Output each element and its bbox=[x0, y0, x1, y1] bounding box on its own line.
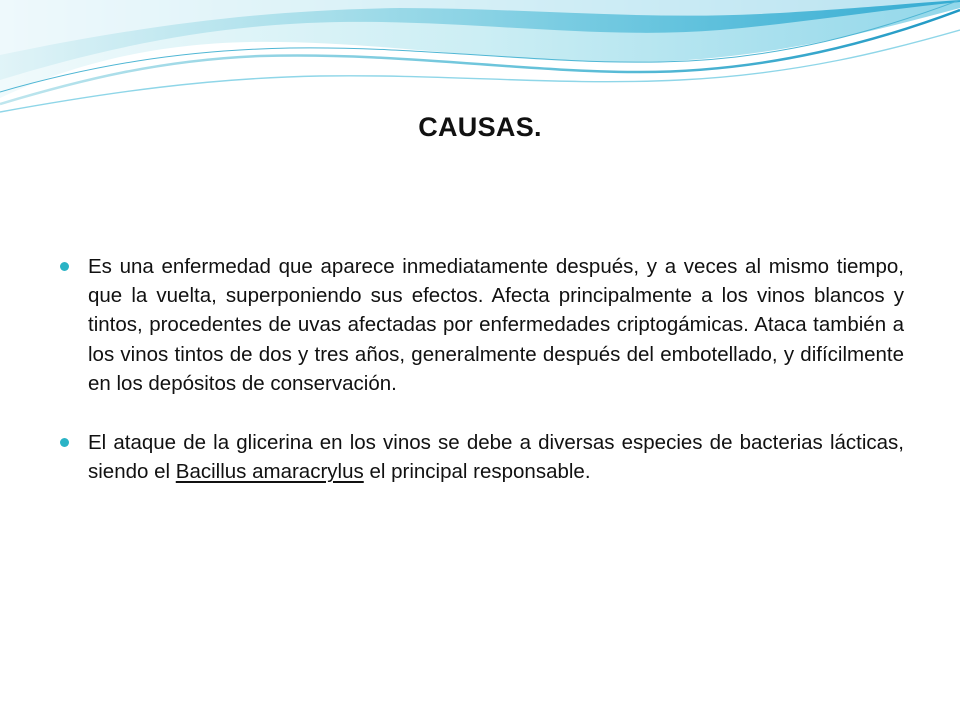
species-name: Bacillus amaracrylus bbox=[175, 460, 364, 484]
slide-title: CAUSAS. bbox=[418, 112, 542, 142]
bullet-list bbox=[60, 252, 904, 516]
header-wave-decoration bbox=[0, 0, 960, 120]
bullet-text-before: El ataque de la glicerina en los vinos se debe a diversas especies de bacterias lácticas, siendo el bbox=[88, 431, 904, 484]
bullet-item bbox=[60, 252, 904, 398]
bullet-dot-icon bbox=[60, 262, 69, 271]
bullet-text: Es una enfermedad que aparece inmediatamente después, y a veces al mismo tiempo, que la vuelta, superponiendo sus efectos. Afecta principalmente a los vinos blancos y tintos, procedentes de uvas afectadas por enfermedades criptogámicas. Ataca también a los vinos tintos de dos y tres años, generalmente después del embotellado, y difícilmente en los depósitos de conservación. bbox=[88, 255, 904, 395]
bullet-text-after: el principal responsable. bbox=[363, 460, 591, 484]
bullet-item bbox=[60, 428, 904, 486]
bullet-dot-icon bbox=[60, 438, 69, 447]
